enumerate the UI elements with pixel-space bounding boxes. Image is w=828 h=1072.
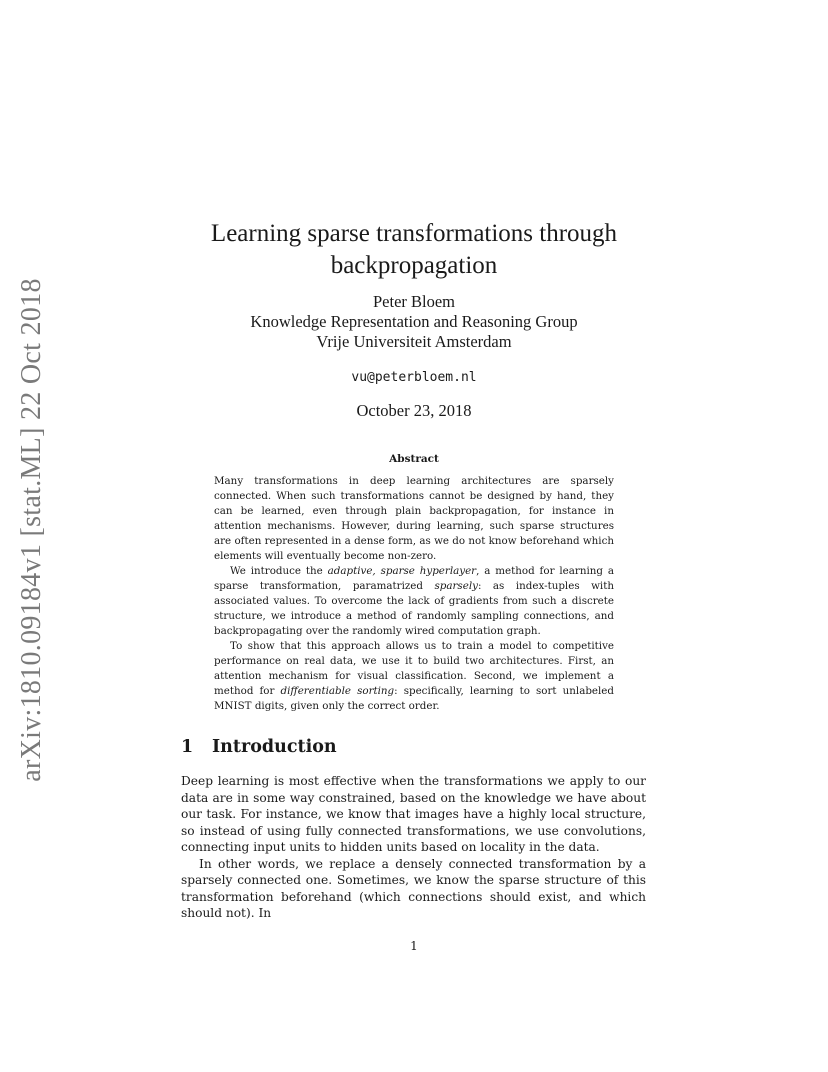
abstract-p2-text-c: : as index-tuples with associated values. To overcome the lack of gradients from such a discrete structure, we introduce a method of randomly sampling connections, and backpropagating over the randomly wired computation graph. <box>214 580 614 637</box>
section-title: Introduction <box>212 737 337 757</box>
introduction-paragraph-1: Deep learning is most effective when the transformations we apply to our data are in some way constrained, based on the knowledge we have about our task. For instance, we know that images have a highly local structure, so instead of using fully connected transformations, we use convolutions, connecting input units to hidden units based on locality in the data. <box>181 774 646 854</box>
abstract-p2-text-b: , a method for learning a sparse transformation, paramatrized <box>214 565 614 592</box>
affiliation-institution: Vrije Universiteit Amsterdam <box>316 332 512 351</box>
abstract-paragraph-1: Many transformations in deep learning architectures are sparsely connected. When such transformations cannot be designed by hand, they can be learned, even through plain backpropagation, for instance in attention mechanisms. However, during learning, such sparse structures are often represented in a dense form, as we do not know beforehand which elements will eventually become non-zero. <box>214 475 614 562</box>
abstract-heading: Abstract <box>389 453 439 465</box>
abstract-p3-text-b: : specifically, learning to sort unlabeled MNIST digits, given only the correct order. <box>214 685 614 712</box>
introduction-paragraph-2: In other words, we replace a densely connected transformation by a sparsely connected one. Sometimes, we know the sparse structure of this transformation beforehand (which connections should exist, and which should not). In <box>181 856 646 920</box>
page-number: 1 <box>410 939 418 953</box>
introduction-body <box>181 773 646 922</box>
affiliation-group: Knowledge Representation and Reasoning Group <box>250 312 578 331</box>
abstract-paragraph-3 <box>214 639 614 714</box>
section-number: 1 <box>181 737 194 757</box>
arxiv-identifier: arXiv:1810.09184v1 [stat.ML] 22 Oct 2018 <box>16 278 47 782</box>
paper-title <box>0 218 828 282</box>
abstract-p2-text-a: We introduce the <box>230 565 328 577</box>
author-name: Peter Bloem <box>372 292 456 311</box>
abstract-p3-text-a: To show that this approach allows us to train a model to competitive performance on real data, we use it to build two architectures. First, an attention mechanism for visual classification. Second, we implement a method for <box>214 640 614 697</box>
abstract-paragraph-2 <box>214 564 614 639</box>
title-line-1: Learning sparse transformations through <box>210 220 618 247</box>
title-line-2: backpropagation <box>330 252 498 279</box>
abstract-body <box>214 474 614 714</box>
abstract-p3-emphasis: differentiable sorting <box>280 685 395 697</box>
author-email: vu@peterbloem.nl <box>351 370 477 385</box>
abstract-p2-emphasis-1: adaptive, sparse hyperlayer <box>327 565 477 577</box>
paper-date: October 23, 2018 <box>356 401 472 420</box>
abstract-p2-emphasis-2: sparsely <box>434 580 478 592</box>
author-block <box>0 292 828 352</box>
section-heading-introduction <box>181 737 337 757</box>
